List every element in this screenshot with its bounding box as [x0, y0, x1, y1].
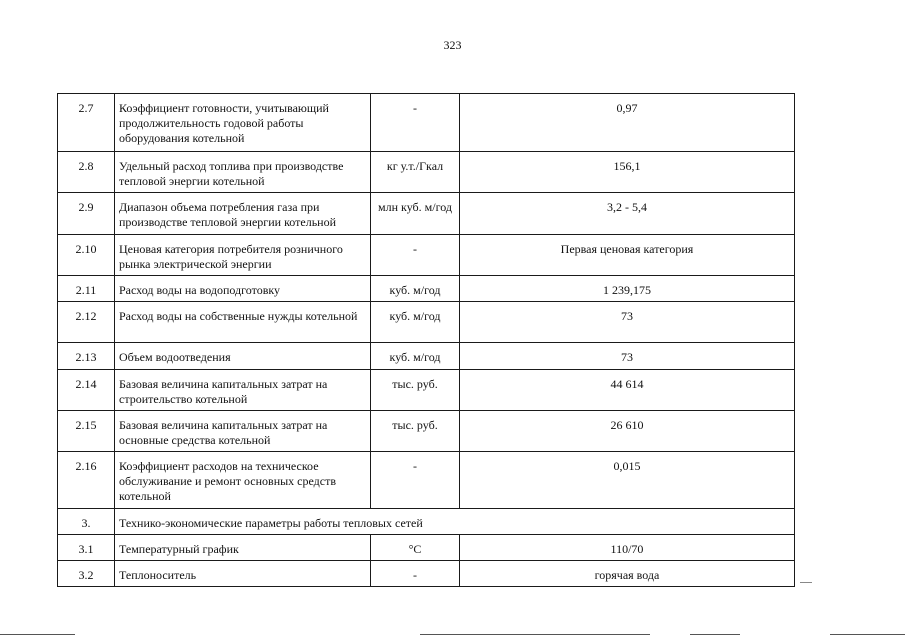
parameter-value: горячая вода	[460, 561, 795, 587]
row-number: 3.1	[58, 535, 115, 561]
unit-of-measure: куб. м/год	[371, 276, 460, 302]
unit-of-measure: кг у.т./Гкал	[371, 152, 460, 193]
row-number: 2.7	[58, 94, 115, 152]
row-number: 2.15	[58, 411, 115, 452]
unit-of-measure: -	[371, 561, 460, 587]
parameter-name: Коэффициент расходов на техническое обслуживание и ремонт основных средств котельной	[115, 452, 371, 509]
row-number: 2.12	[58, 302, 115, 343]
table-row	[58, 370, 795, 411]
scan-edge-mark	[420, 634, 650, 635]
parameter-name: Диапазон объема потребления газа при производстве тепловой энергии котельной	[115, 193, 371, 235]
unit-of-measure: тыс. руб.	[371, 370, 460, 411]
row-number: 2.10	[58, 235, 115, 276]
table-row	[58, 235, 795, 276]
parameter-value: 1 239,175	[460, 276, 795, 302]
unit-of-measure: °C	[371, 535, 460, 561]
table-row	[58, 276, 795, 302]
row-number: 2.13	[58, 343, 115, 370]
parameter-name: Температурный график	[115, 535, 371, 561]
table-row	[58, 561, 795, 587]
parameter-name: Расход воды на водоподготовку	[115, 276, 371, 302]
section-title: Технико-экономические параметры работы тепловых сетей	[115, 509, 795, 535]
parameters-table	[57, 93, 795, 587]
parameter-value: 73	[460, 302, 795, 343]
parameter-name: Расход воды на собственные нужды котельной	[115, 302, 371, 343]
parameter-value: 3,2 - 5,4	[460, 193, 795, 235]
parameter-value: 44 614	[460, 370, 795, 411]
parameter-name: Теплоноситель	[115, 561, 371, 587]
parameter-value: Первая ценовая категория	[460, 235, 795, 276]
row-number: 2.8	[58, 152, 115, 193]
parameter-name: Базовая величина капитальных затрат на основные средства котельной	[115, 411, 371, 452]
row-number: 2.11	[58, 276, 115, 302]
table-row	[58, 193, 795, 235]
parameter-value: 73	[460, 343, 795, 370]
table-row	[58, 452, 795, 509]
parameter-name: Ценовая категория потребителя розничного рынка электрической энергии	[115, 235, 371, 276]
parameter-name: Удельный расход топлива при производстве тепловой энергии котельной	[115, 152, 371, 193]
row-number: 2.14	[58, 370, 115, 411]
table-row	[58, 94, 795, 152]
parameter-name: Коэффициент готовности, учитывающий продолжительность годовой работы оборудования котельной	[115, 94, 371, 152]
table-row	[58, 302, 795, 343]
unit-of-measure: -	[371, 94, 460, 152]
table-row	[58, 411, 795, 452]
unit-of-measure: тыс. руб.	[371, 411, 460, 452]
table-row	[58, 535, 795, 561]
parameter-name: Базовая величина капитальных затрат на строительство котельной	[115, 370, 371, 411]
unit-of-measure: -	[371, 235, 460, 276]
unit-of-measure: млн куб. м/год	[371, 193, 460, 235]
section-number: 3.	[58, 509, 115, 535]
parameter-value: 0,015	[460, 452, 795, 509]
unit-of-measure: куб. м/год	[371, 302, 460, 343]
row-number: 2.16	[58, 452, 115, 509]
row-number: 2.9	[58, 193, 115, 235]
unit-of-measure: куб. м/год	[371, 343, 460, 370]
parameter-value: 156,1	[460, 152, 795, 193]
scan-edge-mark	[0, 634, 75, 635]
parameter-name: Объем водоотведения	[115, 343, 371, 370]
parameter-value: 110/70	[460, 535, 795, 561]
scan-edge-mark	[830, 634, 905, 635]
parameter-value: 26 610	[460, 411, 795, 452]
parameter-value: 0,97	[460, 94, 795, 152]
page-number: 323	[443, 38, 462, 52]
table-row	[58, 343, 795, 370]
scan-edge-mark	[800, 582, 812, 583]
unit-of-measure: -	[371, 452, 460, 509]
section-row	[58, 509, 795, 535]
row-number: 3.2	[58, 561, 115, 587]
scan-edge-mark	[690, 634, 740, 635]
table-row	[58, 152, 795, 193]
